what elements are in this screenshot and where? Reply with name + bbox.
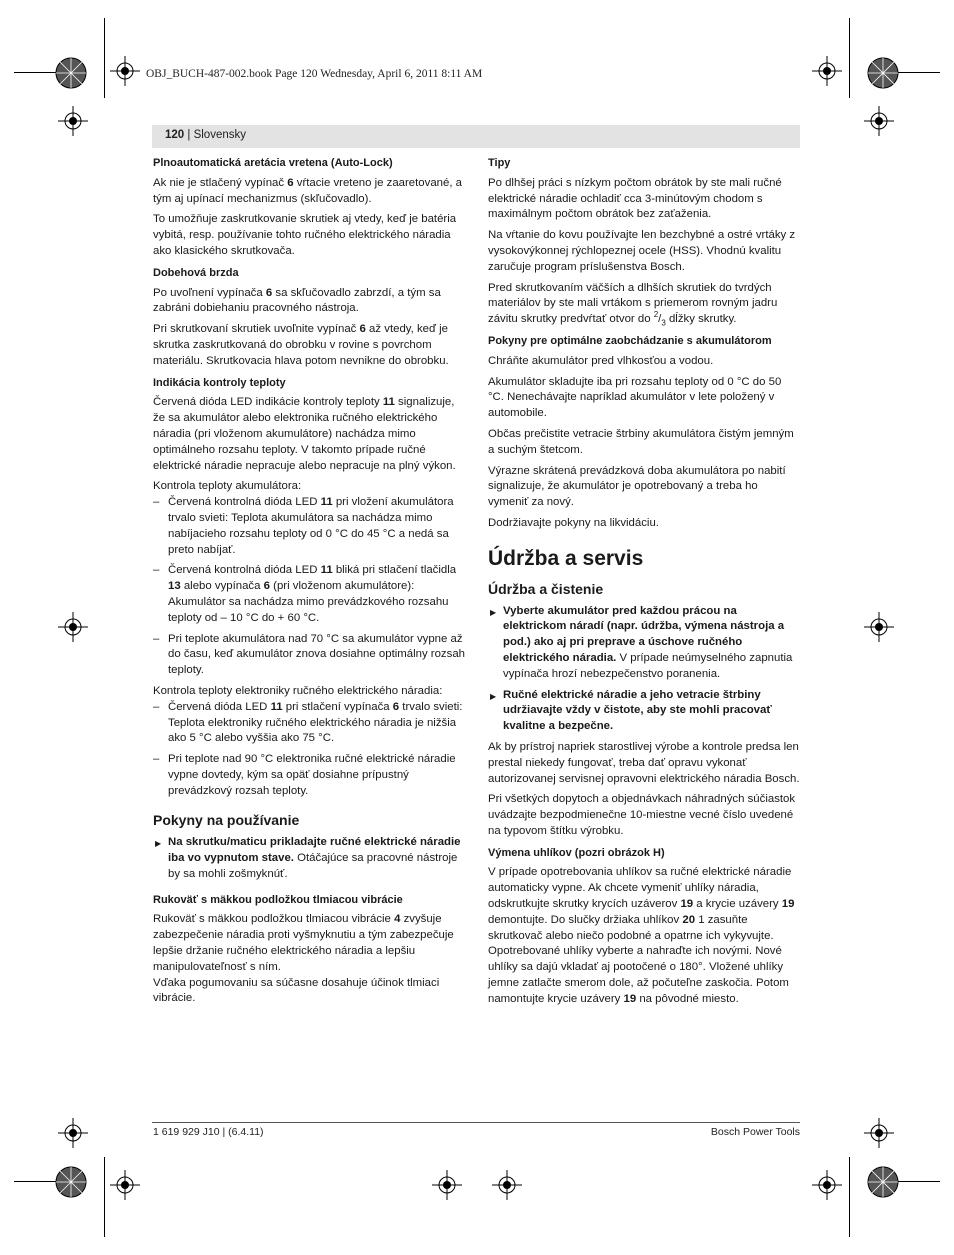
crosshair-icon — [58, 106, 88, 136]
right-column — [488, 156, 800, 1013]
section-heading: Pokyny pre optimálne zaobchádzanie s akumulátorom — [488, 334, 772, 347]
paragraph: Ak by prístroj napriek starostlivej výrobe a kontrole predsa len prestal niekedy fungovať, treba dať opravu vykonať autorizovanej servisnej opravovni elektrického náradia Bosch. — [488, 740, 800, 785]
header-separator: | — [184, 129, 194, 141]
footer-brand: Bosch Power Tools — [710, 1126, 800, 1138]
list-item: – Červená kontrolná dióda LED 11 pri vložení akumulátora trvalo svieti: Teplota akumulátora sa nachádza mimo nabíjacieho rozsahu teploty od 0 °C do 45 °C a nedá sa preto nabíjať. — [153, 495, 465, 558]
page-header — [165, 129, 246, 141]
crosshair-icon — [110, 56, 140, 86]
paragraph: Červená dióda LED indikácie kontroly teploty 11 signalizuje, že sa akumulátor alebo elektronika ručného elektrického náradia (pri vloženom akumulátore) nachádza mimo optimálneho rozsahu teploty. V takomto prípade ručné elektrické náradie nepracuje alebo nepracuje na plný výkon. — [153, 396, 456, 472]
crosshair-icon — [864, 612, 894, 642]
paragraph: Pred skrutkovaním väčších a dlhších skrutiek do tvrdých materiálov by ste mali vrtákom s priemerom rovným jadru závitu skrutky predvŕtať otvor do $^2/_3$ dĺžky skrutky. — [488, 281, 778, 328]
crosshair-icon — [864, 1118, 894, 1148]
list-item: – Pri teplote nad 90 °C elektronika ručné elektrické náradie vypne dovtedy, kým sa opäť dosiahne prípustný prevádzkový rozsah teploty. — [153, 752, 465, 799]
paragraph: Po dlhšej práci s nízkym počtom obrátok by ste mali ručné elektrické náradie ochladiť cca 3-minútovým chodom s maximálnym počtom obrátok bez zaťaženia. — [488, 176, 782, 221]
header-language: Slovensky — [193, 129, 246, 141]
crosshair-icon — [812, 1170, 842, 1200]
list-item: ▶ Na skrutku/maticu prikladajte ručné elektrické náradie iba vo vypnutom stave. Otáčajúce sa pracovné nástroje by sa mohli zošmyknúť. — [153, 835, 465, 882]
left-column — [153, 156, 465, 1012]
chapter-title: Údržba a servis — [488, 546, 644, 570]
paragraph: Po uvoľnení vypínača 6 sa skľučovadlo zabrzdí, a tým sa zabráni dobiehaniu pracovného nástroja. — [153, 286, 441, 315]
paragraph: Vďaka pogumovaniu sa súčasne dosahuje účinok tlmiaci vibrácie. — [153, 976, 440, 1005]
section-heading: Rukoväť s mäkkou podložkou tlmiacou vibrácie — [153, 893, 403, 906]
paragraph: To umožňuje zaskrutkovanie skrutiek aj vtedy, keď je batéria vybitá, resp. používanie tohto ručného elektrického náradia ako klasického skrutkovača. — [153, 213, 457, 257]
section-heading: Indikácia kontroly teploty — [153, 376, 286, 389]
paragraph: Ak nie je stlačený vypínač 6 vŕtacie vreteno je zaaretované, a tým aj upínací mechanizmus (skľučovadlo). — [153, 176, 463, 205]
section-heading: Výmena uhlíkov (pozri obrázok H) — [488, 846, 665, 859]
paragraph: Rukoväť s mäkkou podložkou tlmiacou vibrácie 4 zvyšuje zabezpečenie náradia proti vyšmyknutiu a tým zabezpečuje lepšie držanie ručného elektrického náradia a lepšiu manipulovateľnosť s ním. — [153, 913, 454, 973]
crosshair-icon — [58, 1118, 88, 1148]
footer-divider — [152, 1122, 800, 1123]
paragraph: Dodržiavajte pokyny na likvidáciu. — [488, 516, 659, 529]
paragraph: Výrazne skrátená prevádzková doba akumulátora po nabití signalizuje, že akumulátor je opotrebovaný a treba ho vymeniť za nový. — [488, 464, 786, 509]
section-heading: Údržba a čistenie — [488, 580, 604, 597]
header-bar — [152, 125, 800, 148]
paragraph: Pri všetkých dopytoch a objednávkach náhradných súčiastok uvádzajte bezpodmienečne 10-miestne vecné číslo uvedené na typovom štítku výrobku. — [488, 793, 796, 837]
paragraph: Pri skrutkovaní skrutiek uvoľnite vypínač 6 až vtedy, keď je skrutka zaskrutkovaná do obrobku v rovine s povrchom materiálu. Skrutkovacia hlava potom nevnikne do obrobku. — [153, 323, 449, 367]
list-item: – Červená dióda LED 11 pri stlačení vypínača 6 trvalo svieti: Teplota elektroniky ručného elektrického náradia je nižšia ako 5 °C alebo vyššia ako 75 °C. — [153, 700, 465, 747]
paragraph: Na vŕtanie do kovu používajte len bezchybné a ostré vrtáky z vysokovýkonnej rýchlореznej ocele (HSS). Vhodnú kvalitu zaručuje program príslušenstva Bosch. — [488, 229, 796, 273]
section-heading: Dobehová brzda — [153, 266, 239, 279]
paragraph: Občas prečistite vetracie štrbiny akumulátora čistým jemným a suchým štetcom. — [488, 427, 794, 456]
list-item: ▶ Ručné elektrické náradie a jeho vetracie štrbiny udržiavajte vždy v čistote, aby ste mohli pracovať kvalitne a bezpečne. — [488, 688, 800, 735]
list-item: – Pri teplote akumulátora nad 70 °C sa akumulátor vypne až do času, keď akumulátor znova dosiahne optimálny rozsah teploty. — [153, 632, 465, 679]
list-item: – Červená kontrolná dióda LED 11 bliká pri stlačení tlačidla 13 alebo vypínača 6 (pri vloženom akumulátore): Akumulátor sa nachádza mimo prevádzkového rozsahu teploty od – 10 °C do + 60 °C. — [153, 563, 465, 626]
crosshair-icon — [110, 1170, 140, 1200]
crosshair-icon — [864, 106, 894, 136]
paragraph: V prípade opotrebovania uhlíkov sa ručné elektrické náradie automaticky vypne. Ak chcete vymeniť uhlíky náradia, odskrutkujte skrutky krycích uzáverov 19 a krycie uzávery 19 demontujte. Do slučky držiaka uhlíkov 20 1 zasuňte skrutkovač alebo niečo podobné a opatrne ich vykyvujte. Opotrebované uhlíky vyberte a nahraďte ich novými. Nové uhlíky sa dajú vkladať aj pootočené o 180°. Vložené uhlíky jemne zatlačte smerom dole, až počuteľne zaskočia. Potom namontujte krycie uzávery 19 na pôvodné miesto. — [488, 866, 795, 1005]
page-number: 120 — [165, 129, 185, 141]
crosshair-icon — [432, 1170, 462, 1200]
registration-mark-icon — [54, 1165, 88, 1199]
crosshair-icon — [58, 612, 88, 642]
registration-mark-icon — [866, 56, 900, 90]
paragraph: Akumulátor skladujte iba pri rozsahu teploty od 0 °C do 50 °C. Nenechávajte napríklad akumulátor v lete položený v automobile. — [488, 375, 782, 420]
crosshair-icon — [492, 1170, 522, 1200]
section-heading: Tipy — [488, 157, 511, 169]
footer-doc-number: 1 619 929 J10 | (6.4.11) — [153, 1126, 264, 1138]
list-item: ▶ Vyberte akumulátor pred každou prácou na elektrickom náradí (napr. údržba, výmena nástroja a pod.) ako aj pri preprave a úschove ručného elektrického náradia. V prípade neúmyselného zapnutia vypínača hrozí nebezpečenstvo poranenia. — [488, 604, 800, 683]
crosshair-icon — [812, 56, 842, 86]
section-heading: Plnoautomatická aretácia vretena (Auto-Lock) — [153, 157, 393, 169]
print-info: OBJ_BUCH-487-002.book Page 120 Wednesday, April 6, 2011 8:11 AM — [146, 68, 483, 80]
registration-mark-icon — [866, 1165, 900, 1199]
section-heading: Pokyny na používanie — [153, 812, 300, 829]
registration-mark-icon — [54, 56, 88, 90]
paragraph: Kontrola teploty akumulátora: — [153, 480, 302, 493]
paragraph: Chráňte akumulátor pred vlhkosťou a vodou. — [488, 354, 714, 367]
paragraph: Kontrola teploty elektroniky ručného elektrického náradia: — [153, 684, 443, 697]
